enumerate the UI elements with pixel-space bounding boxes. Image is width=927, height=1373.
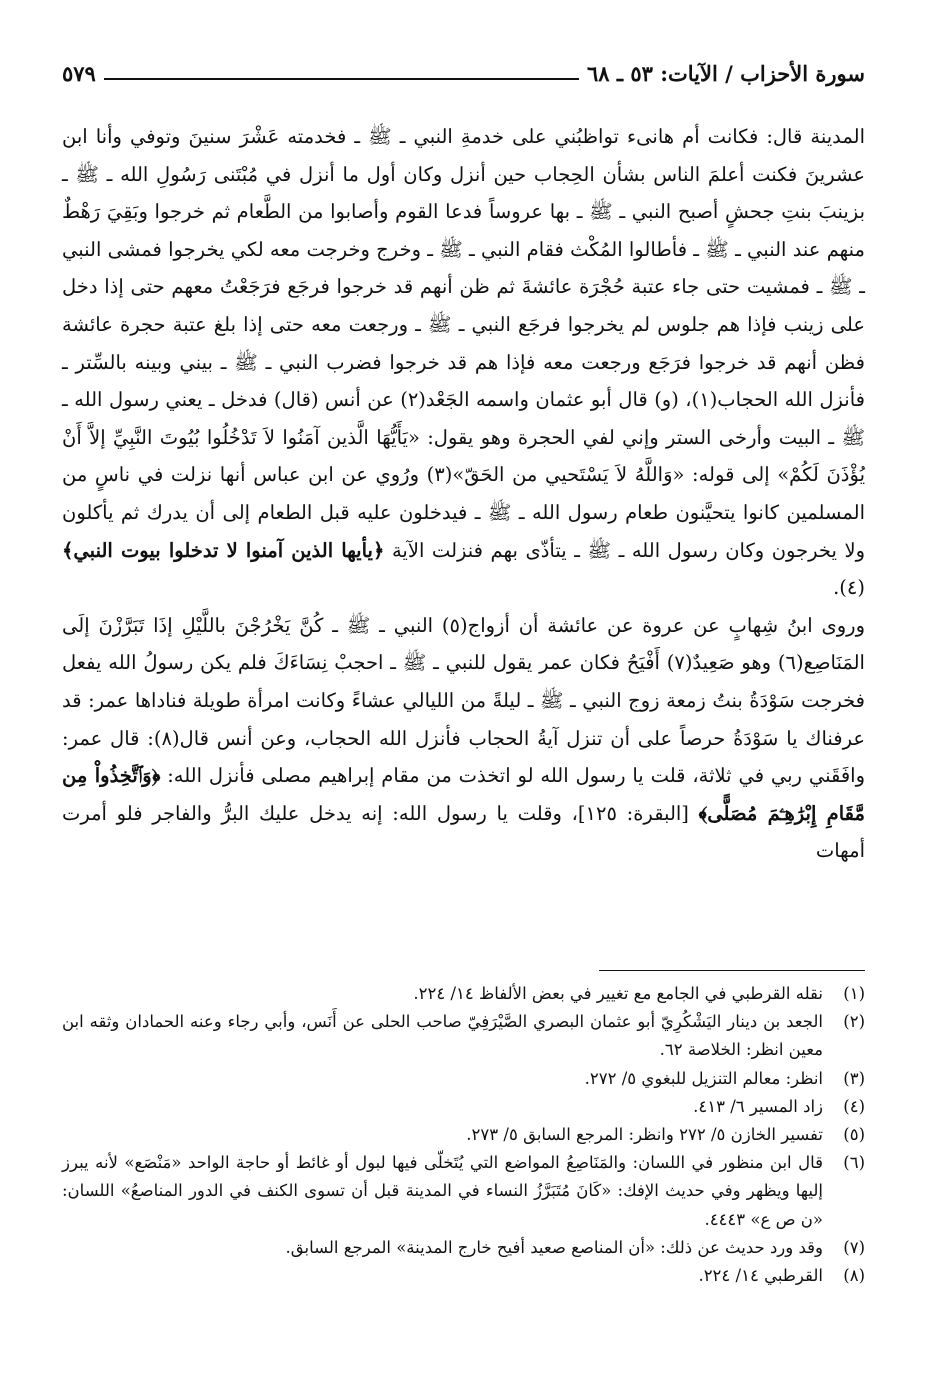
footnote — [62, 1121, 865, 1149]
footnote-number: (٥) — [843, 1125, 865, 1145]
footnote-text: الجعد بن دينار اليَشْكُرِيّ أبو عثمان البصري الصَّيْرَفِيّ صاحب الحلى عن أَنَس، وأبي رجاء وعنه الحمادان وثقه ابن معين انظر: الخلاصة ٦٢. — [62, 1012, 823, 1060]
footnote-text: وقد ورد حديث عن ذلك: «أن المناصع صعيد أفيح خارج المدينة» المرجع السابق. — [285, 1237, 823, 1257]
footnote-number: (٣) — [843, 1068, 865, 1088]
quran-verse-2: ﴿وَٱتَّخِذُواْ مِن مَّقَامِ إِبْرَٰهِـۧمَ مُصَلًّى﴾ — [62, 764, 865, 825]
footnote-number: (١) — [843, 984, 865, 1003]
footnote-text: تفسير الخازن ٥/ ٢٧٢ وانظر: المرجع السابق ٥/ ٢٧٣. — [466, 1125, 823, 1145]
footnote-number: (٨) — [843, 1266, 865, 1286]
paragraph-1-end: (٤). — [833, 576, 865, 600]
footnote-text: انظر: معالم التنزيل للبغوي ٥/ ٢٧٢. — [584, 1068, 823, 1088]
footnote-number: (٢) — [843, 1012, 865, 1032]
footnote-separator — [599, 970, 865, 971]
footnote — [62, 980, 865, 1008]
footnote-text: القرطبي ١٤/ ٢٢٤. — [698, 1266, 823, 1286]
footnote — [62, 1149, 865, 1234]
page-number: ٥٧٩ — [62, 61, 96, 86]
main-text — [62, 118, 865, 870]
footnote-text: نقله القرطبي في الجامع مع تغيير في بعض الألفاظ ١٤/ ٢٢٤. — [413, 984, 823, 1003]
footnote — [62, 1234, 865, 1262]
footnotes — [62, 980, 865, 1290]
footnote — [62, 1262, 865, 1290]
paragraph-2-end: [البقرة: ١٢٥]، وقلت يا رسول الله: إنه يدخل عليك البرُّ والفاجر فلو أمرت أمهات — [62, 801, 865, 863]
quran-verse-1: ﴿يأيها الذين آمنوا لا تدخلوا بيوت النبي﴾ — [62, 538, 385, 562]
paragraph-2 — [62, 607, 865, 870]
paragraph-1 — [62, 118, 865, 607]
paragraph-1-text: المدينة قال: فكانت أم هانىء تواظبُني على خدمةِ النبي ـ ﷺ ـ فخدمته عَشْرَ سنينَ وتوفي وأنا ابن عشرينَ فكنت أعلمَ الناس بشأن الحِجاب حين أنزل وكان أول ما أنزل في مُبْتَنى رَسُولِ الله ـ ﷺ ـ بزينبَ بنتِ جحشٍ أصبح النبي ـ ﷺ ـ بها عروساً فدعا القوم وأصابوا من الطَّعام ثم خرجوا وبَقِيَ رَهْطٌ منهم عند النبي ـ ﷺ ـ فأطالوا المُكْث فقام النبي ـ ﷺ ـ وخرج وخرجت معه لكي يخرجوا فمشى النبي ـ ﷺ ـ فمشيت حتى جاء عتبة حُجْرَة عائشةَ ثم ظن أنهم قد خرجوا فرجَع فرَجَعْتُ معهم حتى إذا دخل على زينب فإذا هم جلوس لم يخرجوا فرجَع النبي ـ ﷺ ـ ورجعت معه حتى إذا بلغ عتبة حجرة عائشة فظن أنهم قد خرجوا فرَجَع ورجعت معه فإذا هم قد خرجوا فضرب النبي ـ ﷺ ـ بيني وبينه بالسِّتر ـ فأنزل الله الحجاب(١)، (و) قال أبو عثمان واسمه الجَعْد(٢) عن أنس (قال) فدخل ـ يعني رسول الله ـ ﷺ ـ البيت وأرخى الستر وإني لفي الحجرة وهو يقول: «يَأَيُّهَا الَّذين آمَنُوا لاَ تَدْخُلُوا بُيُوتَ النَّبِيِّ إلاَّ أَنْ يُؤْذَنَ لَكُمْ» إلى قوله: «وَاللَّهُ لاَ يَسْتَحيي من الحَقّ»(٣) ورُوي عن ابن عباس أنها نزلت في ناسٍ من المسلمين كانوا يتحيَّنون طعام رسول الله ـ ﷺ ـ فيدخلون عليه قبل الطعام إلى أن يدرك ثم يأكلون ولا يخرجون وكان رسول الله ـ ﷺ ـ يتأذّى بهم فنزلت الآية — [62, 125, 866, 562]
surah-title: سورة الأحزاب / الآيات: ٥٣ ـ ٦٨ — [587, 61, 865, 86]
header-rule — [104, 78, 579, 80]
footnote-text: قال ابن منظور في اللسان: والمَنَاصِعُ المواضع التي يُتَخلّى فيها لبول أو غائط أو حاجة الواحد «مَنْصَع» لأنه يبرز إليها ويظهر وفي حديث الإفك: «كَانَ مُتَبَرَّزُ النساء في المدينة قبل أن تسوى الكنف في الدور المناصعُ» اللسان: «ن ص ع» ٤٤٤٣. — [62, 1153, 823, 1229]
footnote — [62, 1008, 865, 1064]
paragraph-2-text: وروى ابنُ شِهابٍ عن عروة عن عائشة أن أزواج(٥) النبي ـ ﷺ ـ كُنَّ يَخْرُجْنَ باللَّيْلِ إذَا تَبَرَّزْنَ إلَى المَنَاصِع(٦) وهو صَعِيدٌ(٧) أَفْيَحُ فكان عمر يقول للنبي ـ ﷺ ـ احجبْ نِسَاءَكَ فلم يكن رسولُ الله يفعل فخرجت سَوْدَةُ بنتُ زمعة زوج النبي ـ ﷺ ـ ليلةً من الليالي عشاءً وكانت امرأة طويلة فناداها عمر: قد عرفناك يا سَوْدَةُ حرصاً على أن تنزل آيةُ الحجاب فأنزل الله الحجاب، وعن أنس قال(٨): قال عمر: وافَقَني ربي في ثلاثة، قلت يا رسول الله لو اتخذت من مقام إبراهيم مصلى فأنزل الله: — [62, 613, 865, 788]
page-header — [62, 52, 865, 86]
footnote-number: (٧) — [843, 1237, 865, 1257]
footnote-text: زاد المسير ٦/ ٤١٣. — [693, 1096, 823, 1116]
footnote-number: (٤) — [843, 1096, 865, 1116]
footnote-number: (٦) — [843, 1153, 865, 1173]
footnote — [62, 1065, 865, 1093]
footnote — [62, 1093, 865, 1121]
